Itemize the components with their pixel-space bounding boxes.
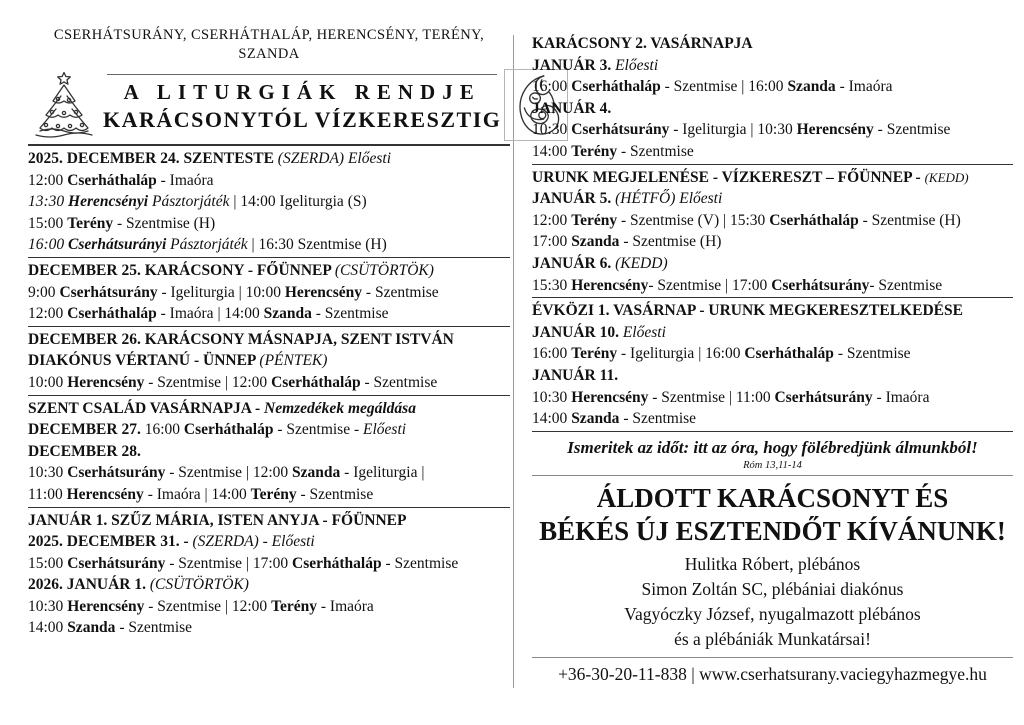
title-block	[100, 69, 504, 141]
schedule-line	[532, 387, 1013, 409]
text-run: - Szentmise	[360, 373, 438, 391]
signatory: Vagyóczky József, nyugalmazott plébános	[624, 603, 921, 624]
text-run: | 16:30 Szentmise (H)	[247, 236, 387, 254]
text-run: 16:00	[532, 78, 572, 96]
schedule-line	[28, 574, 510, 596]
schedule-section	[28, 508, 510, 641]
text-run: Herencsény	[571, 276, 649, 294]
text-run: Pásztorjáték	[166, 236, 248, 254]
schedule-line	[28, 441, 510, 463]
text-run: Cserhátsurány	[67, 554, 166, 572]
text-run: - Szentmise | 17:00	[648, 276, 772, 294]
text-run: - Szentmise	[873, 121, 951, 139]
greeting-block	[532, 476, 1013, 652]
text-run: DECEMBER 25. KARÁCSONY - FŐÜNNEP	[28, 261, 335, 279]
text-run: 10:30	[28, 464, 68, 482]
text-run: - Szentmise (H)	[619, 233, 722, 251]
text-run: (SZERDA) - Előesti	[192, 533, 315, 551]
schedule-section	[28, 396, 510, 508]
schedule-line	[28, 170, 510, 192]
section-heading	[28, 148, 510, 170]
text-run: Szanda	[263, 305, 312, 323]
text-run: Herencsény	[284, 283, 363, 301]
text-run: - Imaóra | 14:00	[156, 305, 264, 323]
schedule-line	[28, 213, 510, 235]
text-run: 14:00	[532, 410, 572, 428]
page-subtitle: KARÁCSONYTÓL VÍZKERESZTIG	[103, 107, 502, 132]
text-run: (HÉTFŐ) Előesti	[615, 190, 723, 208]
section-heading	[532, 33, 1013, 55]
text-run: JANUÁR 10.	[532, 323, 623, 341]
schedule-line	[28, 484, 510, 506]
text-run: - Imaóra | 14:00	[143, 485, 251, 503]
text-run: Herencsényi	[68, 193, 149, 211]
text-run: (KEDD)	[924, 169, 969, 185]
text-run: Nemzedékek megáldása	[264, 399, 416, 417]
christmas-tree-icon	[28, 69, 100, 139]
text-run: Cserhátsurány	[59, 283, 158, 301]
text-run: DECEMBER 26. KARÁCSONY MÁSNAPJA, SZENT ISTVÁN DIAKÓNUS VÉRTANÚ - ÜNNEP	[28, 330, 454, 370]
schedule-line	[28, 617, 510, 639]
text-run: Szanda	[571, 233, 620, 251]
text-run: Cserháthaláp	[183, 421, 274, 439]
text-run: URUNK MEGJELENÉSE - VÍZKERESZT – FŐÜNNEP -	[532, 168, 925, 186]
text-run: 16:00	[532, 345, 572, 363]
signatories	[532, 548, 1013, 652]
text-run: (SZERDA) Előesti	[277, 150, 391, 167]
text-run: JANUÁR 4.	[532, 99, 612, 117]
text-run: 10:30	[532, 121, 572, 139]
greeting-line-2: BÉKÉS ÚJ ESZTENDŐT KÍVÁNUNK!	[539, 515, 1006, 546]
text-run: Szanda	[292, 464, 341, 482]
text-run: 14:00	[532, 142, 572, 160]
text-run: Herencsény	[67, 373, 145, 391]
schedule-line	[28, 553, 510, 575]
text-run: 9:00	[28, 283, 60, 301]
text-run: Herencsény	[67, 597, 145, 615]
text-run: Cserháthaláp	[67, 171, 157, 189]
text-run: - Imaóra	[835, 78, 893, 96]
text-run: - Szentmise	[115, 619, 193, 637]
schedule-line	[28, 191, 510, 213]
text-run: - Szentmise	[619, 410, 697, 428]
text-run: - Szentmise | 12:00	[165, 464, 293, 482]
right-column	[532, 31, 1013, 686]
left-schedule-sections	[28, 146, 510, 640]
text-run: - Szentmise (V) | 15:30	[617, 211, 770, 229]
title-top-rule	[107, 74, 497, 75]
contact-footer: +36-30-20-11-838 | www.cserhatsurany.vaciegyhazmegye.hu	[532, 657, 1013, 686]
schedule-line	[532, 408, 1013, 430]
text-run: Előesti	[622, 323, 666, 341]
greeting-line-1: ÁLDOTT KARÁCSONYT ÉS	[596, 482, 949, 513]
schedule-line	[28, 462, 510, 484]
text-run: - Szentmise	[296, 485, 374, 503]
schedule-line	[532, 98, 1013, 120]
text-run: Pásztorjáték	[148, 193, 230, 211]
text-run: - Imaóra	[156, 171, 214, 189]
text-run: - Szentmise	[311, 305, 389, 323]
text-run: DECEMBER 28.	[28, 442, 141, 460]
left-column	[28, 26, 510, 640]
text-run: Terény	[67, 214, 114, 232]
text-run: Szanda	[571, 410, 620, 428]
schedule-section	[532, 165, 1013, 299]
text-run: (CSÜTÖRTÖK)	[334, 261, 434, 279]
schedule-line	[532, 365, 1013, 387]
text-run: (CSÜTÖRTÖK)	[149, 576, 249, 594]
text-run: 12:00	[28, 305, 68, 323]
section-heading	[532, 300, 1013, 322]
text-run: Cserháthaláp	[769, 211, 859, 229]
schedule-line	[28, 303, 510, 325]
text-run: 10:30	[532, 388, 572, 406]
text-run: - Szentmise | 12:00	[144, 373, 272, 391]
text-run: 15:00	[28, 554, 68, 572]
scripture-quote: Ismeritek az időt: itt az óra, hogy fölébredjünk álmunkból!	[567, 437, 978, 457]
schedule-line	[28, 282, 510, 304]
schedule-line	[28, 419, 510, 441]
schedule-line	[532, 322, 1013, 344]
text-run: Terény	[271, 597, 317, 615]
scripture-quote-block	[532, 432, 1013, 476]
text-run: - Szentmise	[381, 554, 459, 572]
masthead	[28, 69, 510, 141]
text-run: Cserhátsurány	[771, 276, 870, 294]
text-run: - Szentmise (H)	[858, 211, 961, 229]
text-run: Cserhátsurányi	[68, 236, 167, 254]
text-run: 12:00	[532, 211, 572, 229]
section-heading	[28, 398, 510, 420]
text-run: - Szentmise | 12:00	[144, 597, 272, 615]
scripture-reference: Róm 13,11-14	[743, 459, 802, 471]
text-run: Szanda	[787, 78, 836, 96]
schedule-section	[28, 258, 510, 327]
text-run: Előesti	[615, 56, 659, 74]
text-run: - Szentmise -	[273, 421, 364, 439]
text-run: 10:30	[28, 597, 68, 615]
text-run: 15:30	[532, 276, 572, 294]
text-run: Cserháthaláp	[571, 78, 661, 96]
text-run: 14:00	[28, 619, 68, 637]
schedule-line	[532, 253, 1013, 275]
text-run: Cserháthaláp	[744, 345, 834, 363]
text-run: 12:00	[28, 171, 68, 189]
text-run: Cserháthaláp	[271, 373, 361, 391]
text-run: JANUÁR 6.	[532, 254, 616, 272]
text-run: - Igeliturgia | 10:00	[157, 283, 285, 301]
text-run: Előesti	[363, 421, 407, 439]
text-run: DECEMBER 27.	[28, 421, 141, 439]
text-run: | 14:00 Igeliturgia (S)	[229, 193, 367, 211]
text-run: 13:30	[28, 193, 69, 211]
text-run: 16:00	[140, 421, 184, 439]
text-run: Terény	[571, 211, 618, 229]
signatory: Hulitka Róbert, plébános	[684, 553, 861, 574]
section-heading	[532, 167, 1013, 189]
text-run: - Szentmise | 17:00	[165, 554, 293, 572]
text-run: 16:00	[28, 236, 69, 254]
text-run: 15:00	[28, 214, 68, 232]
schedule-line	[28, 531, 510, 553]
signatory: és a plébániák Munkatársai!	[674, 628, 871, 649]
schedule-line	[532, 119, 1013, 141]
text-run: Cserhátsurány	[774, 388, 873, 406]
schedule-line	[28, 234, 510, 256]
text-run: 2026. JANUÁR 1.	[28, 576, 150, 594]
text-run: - Imaóra	[317, 597, 374, 615]
text-run: - Szentmise | 11:00	[648, 388, 775, 406]
schedule-section	[28, 327, 510, 396]
text-run: Cserháthaláp	[67, 305, 157, 323]
text-run: - Szentmise	[869, 276, 943, 294]
text-run: Cserháthaláp	[292, 554, 382, 572]
text-run: 2025. DECEMBER 24. SZENTESTE	[28, 150, 278, 167]
text-run: 11:00	[28, 485, 67, 503]
text-run: - Szentmise	[362, 283, 439, 301]
text-run: 10:00	[28, 373, 68, 391]
text-run: Herencsény	[796, 121, 874, 139]
text-run: - Igeliturgia |	[340, 464, 425, 482]
text-run: Terény	[250, 485, 297, 503]
text-run: Terény	[571, 142, 618, 160]
text-run: JANUÁR 3.	[532, 56, 616, 74]
text-run: - Szentmise	[833, 345, 911, 363]
text-run: JANUÁR 5.	[532, 190, 616, 208]
schedule-line	[532, 141, 1013, 163]
text-run: Cserhátsurány	[67, 464, 166, 482]
parish-cities: CSERHÁTSURÁNY, CSERHÁTHALÁP, HERENCSÉNY, TERÉNY, SZANDA	[53, 27, 485, 62]
text-run: (PÉNTEK)	[259, 352, 328, 370]
text-run: Herencsény	[571, 388, 649, 406]
schedule-line	[28, 372, 510, 394]
schedule-section	[28, 146, 510, 258]
text-run: Cserhátsurány	[571, 121, 670, 139]
text-run: - Szentmise (H)	[113, 214, 216, 232]
text-run: 17:00	[532, 233, 572, 251]
signatory: Simon Zoltán SC, plébániai diakónus	[641, 578, 904, 599]
schedule-line	[532, 210, 1013, 232]
text-run: KARÁCSONY 2. VASÁRNAPJA	[532, 35, 753, 52]
text-run: Terény	[571, 345, 618, 363]
right-schedule-sections	[532, 31, 1013, 432]
schedule-line	[532, 188, 1013, 210]
schedule-line	[532, 231, 1013, 253]
schedule-line	[532, 275, 1013, 297]
page-title: A LITURGIÁK RENDJE	[123, 80, 481, 104]
schedule-line	[532, 343, 1013, 365]
text-run: - Igeliturgia | 16:00	[617, 345, 745, 363]
text-run: - Igeliturgia | 10:30	[669, 121, 797, 139]
text-run: (KEDD)	[615, 254, 668, 272]
section-heading	[28, 329, 510, 372]
text-run: - Imaóra	[872, 388, 930, 406]
text-run: JANUÁR 1. SZŰZ MÁRIA, ISTEN ANYJA - FŐÜNNEP	[28, 511, 407, 529]
text-run: ÉVKÖZI 1. VASÁRNAP - URUNK MEGKERESZTELKEDÉSE	[532, 302, 963, 320]
section-heading	[28, 510, 510, 532]
text-run: Herencsény	[66, 485, 144, 503]
schedule-line	[28, 596, 510, 618]
text-run: - Szentmise	[617, 142, 694, 160]
text-run: JANUÁR 11.	[532, 366, 619, 384]
text-run: SZENT CSALÁD VASÁRNAPJA -	[28, 399, 265, 417]
text-run: 2025. DECEMBER 31. -	[28, 533, 193, 551]
schedule-section	[532, 31, 1013, 165]
schedule-line	[532, 55, 1013, 77]
schedule-section	[532, 298, 1013, 432]
schedule-line	[532, 76, 1013, 98]
text-run: - Szentmise | 16:00	[660, 78, 788, 96]
text-run: Szanda	[67, 619, 116, 637]
section-heading	[28, 260, 510, 282]
